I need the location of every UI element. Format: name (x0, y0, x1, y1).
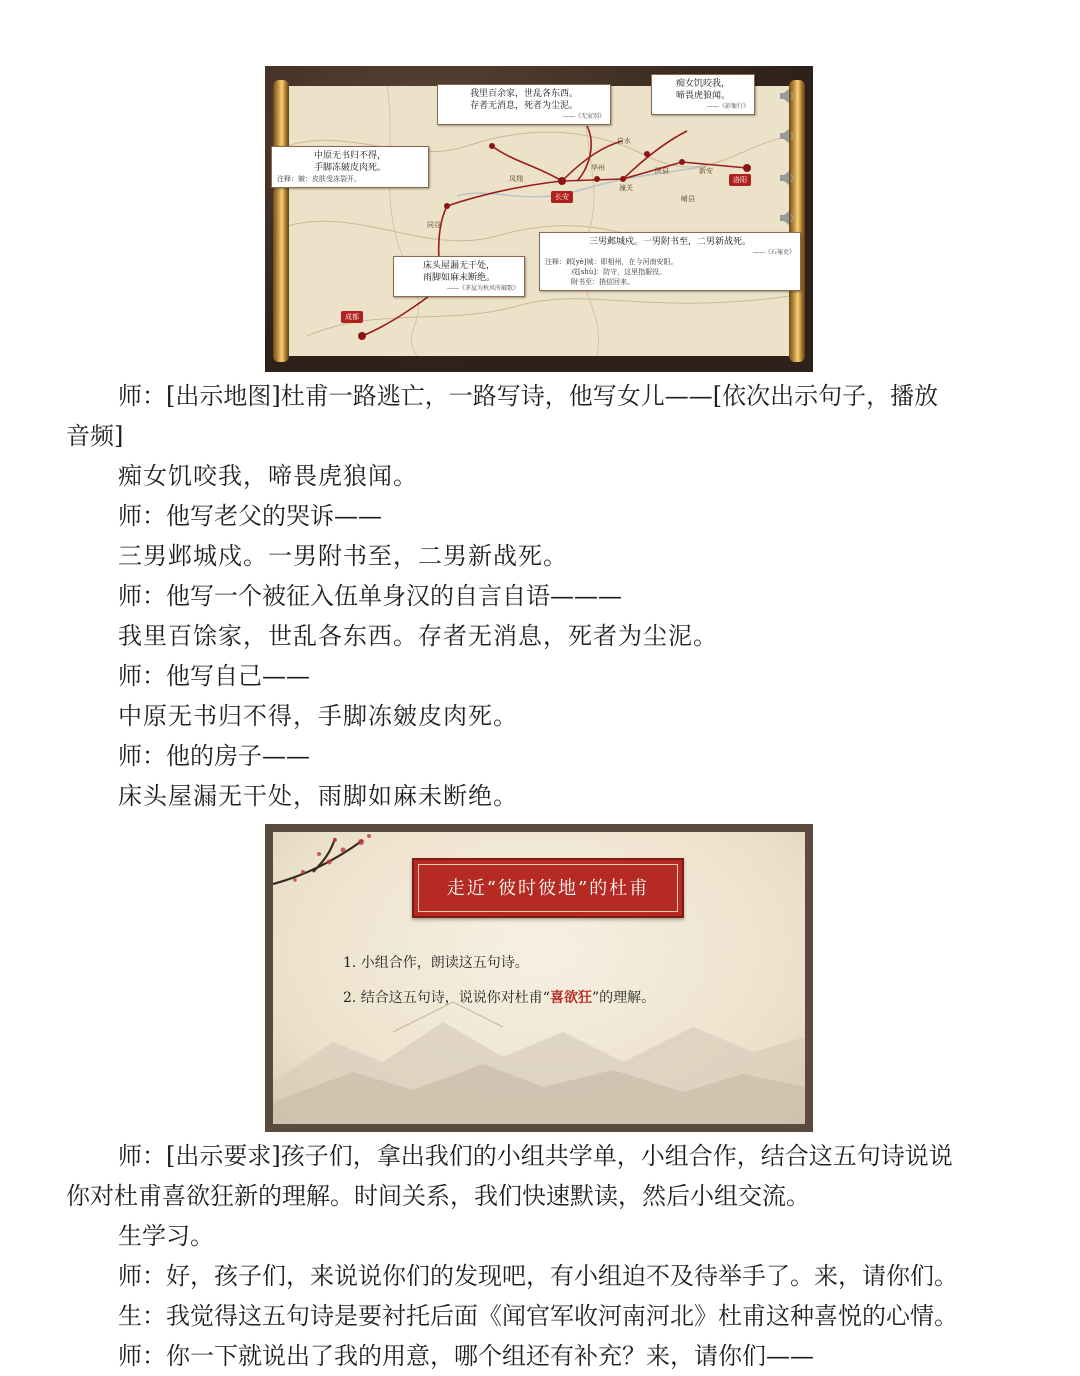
poem-note: 注释：邺[yè]城：即相州，在今河南安阳。 (545, 258, 678, 266)
poem-note: 注释：皴：皮肤受冻裂开。 (277, 175, 361, 183)
task-title: 走近“彼时彼地”的杜甫 (446, 878, 650, 899)
teacher-line: 师：好，孩子们，来说说你们的发现吧，有小组迫不及待举手了。来，请你们。 (118, 1262, 958, 1290)
place-label-luoyang: 洛阳 (729, 174, 751, 186)
place-label: 新安 (699, 167, 713, 175)
poem-line: 啼畏虎狼闻。 (675, 91, 730, 101)
poem-line: 中原无书归不得， (313, 151, 386, 161)
speaker-icon[interactable] (778, 88, 796, 104)
verse-line: 三男邺城戍。一男附书至，二男新战死。 (118, 542, 568, 570)
poem-line: 三男邺城戍。一男附书至，二男新战死。 (588, 237, 751, 247)
teacher-line-cont: 你对杜甫喜欲狂新的理解。时间关系，我们快速默读，然后小组交流。 (66, 1182, 810, 1210)
poem-line: 床头屋漏无干处， (422, 261, 495, 271)
place-label: 崤县 (681, 195, 695, 203)
poem-box-pengyaxing (651, 74, 755, 115)
teacher-line-cont: 音频] (66, 422, 124, 450)
poem-note: 附书至：捎信回来。 (571, 278, 634, 286)
poem-source: ——《彭衙行》 (706, 103, 749, 110)
map-slide (265, 66, 813, 372)
place-label: 华州 (591, 164, 605, 172)
verse-line: 痴女饥咬我，啼畏虎狼闻。 (118, 462, 418, 490)
place-label: 白水 (617, 137, 631, 145)
student-line: 生学习。 (118, 1222, 214, 1250)
poem-box-wujiabie (437, 84, 611, 125)
poem-line: 手脚冻皴皮肉死。 (313, 163, 386, 173)
task-text: ”的理解。 (591, 990, 656, 1006)
scroll-rod-left (273, 80, 289, 362)
place-label: 潼关 (619, 184, 633, 192)
place-label: 陕县 (655, 167, 669, 175)
task-slide (265, 824, 813, 1132)
place-label-chengdu: 成都 (341, 311, 363, 323)
speaker-icon[interactable] (778, 170, 796, 186)
teacher-line: 师：你一下就说出了我的用意，哪个组还有补充？来，请你们—— (118, 1342, 814, 1370)
poem-line: 痴女饥咬我， (675, 79, 730, 89)
place-label: 同谷 (427, 221, 441, 229)
poem-source: ——《无家别》 (562, 113, 605, 120)
place-label: 凤翔 (509, 175, 523, 183)
poem-note: 戍[shù]：防守，这里指服役。 (571, 268, 667, 276)
verse-line: 床头屋漏无干处，雨脚如麻未断绝。 (118, 782, 518, 810)
teacher-line: 师：他写一个被征入伍单身汉的自言自语——— (118, 582, 622, 610)
poem-line: 存者无消息，死者为尘泥。 (469, 101, 578, 111)
teacher-line: 师：他的房子—— (118, 742, 310, 770)
poem-source: ——《石壕吏》 (752, 249, 795, 256)
task-highlight: 喜欲狂 (549, 990, 592, 1006)
student-line: 生：我觉得这五句诗是要衬托后面《闻官军收河南河北》杜甫这种喜悦的心情。 (118, 1302, 958, 1330)
poem-box-maowu (393, 256, 525, 297)
poem-box-shihaoli (539, 232, 801, 291)
place-label-changan: 长安 (551, 191, 573, 203)
task-title-banner (412, 858, 684, 918)
task-item-2 (343, 987, 655, 1007)
task-slide-paper (273, 832, 805, 1124)
teacher-line: 师：[出示地图]杜甫一路逃亡，一路写诗，他写女儿——[依次出示句子，播放 (118, 382, 939, 410)
teacher-line: 师：[出示要求]孩子们，拿出我们的小组共学单，小组合作，结合这五句诗说说 (118, 1142, 953, 1170)
verse-line: 中原无书归不得，手脚冻皴皮肉死。 (118, 702, 518, 730)
poem-line: 我里百余家，世乱各东西。 (469, 89, 578, 99)
poem-line: 雨脚如麻未断绝。 (422, 273, 495, 283)
teacher-line: 师：他写自己—— (118, 662, 310, 690)
speaker-icon[interactable] (778, 128, 796, 144)
teacher-line: 师：他写老父的哭诉—— (118, 502, 382, 530)
poem-box-self (271, 146, 429, 188)
task-text: 2. 结合这五句诗，说说你对杜甫“ (343, 990, 550, 1006)
verse-line: 我里百馀家，世乱各东西。存者无消息，死者为尘泥。 (118, 622, 718, 650)
task-item-1: 1. 小组合作，朗读这五句诗。 (343, 955, 529, 971)
speaker-icon[interactable] (778, 210, 796, 226)
poem-source: ——《茅屋为秋风所破歌》 (446, 285, 519, 292)
